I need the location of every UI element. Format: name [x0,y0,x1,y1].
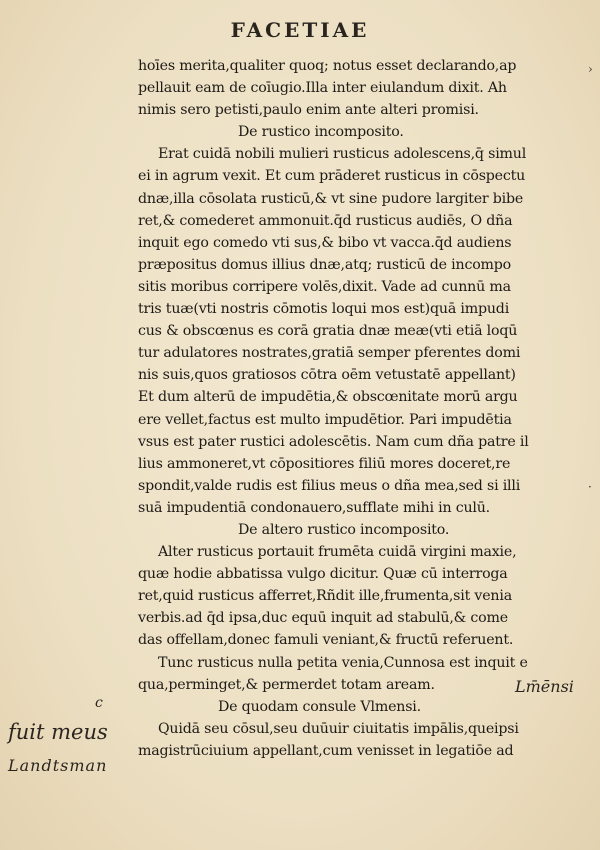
text-line: hoīes merita,qualiter quoq; notus esset declarando,ap [138,58,517,74]
text-line: magistrūciuium appellant,cum venisset in legatiōe ad [138,742,514,759]
margin-note-left-2: Landtsman [8,756,108,775]
margin-note-left-1: fuit meus [8,720,108,744]
text-line: qua,perminget,& permerdet totam aream. [138,676,435,693]
text-line: præpositus domus illius dnæ,atq; rusticū de incompo [138,256,512,273]
text-line: tur adulatores nostrates,gratiā semper pferentes domi [138,345,521,362]
text-line: suā impudentiā condonauero,sufflate mihi in culū. [138,499,490,516]
text-line: pellauit eam de coīugio.Illa inter eiulandum dixit. Ah [138,80,507,97]
text-line: ret,& comederet ammonuit.q̄d rusticus audiēs, O dña [138,212,513,229]
text-line: spondit,valde rudis est filius meus o dña mea,sed si illi [138,477,521,494]
text-line: Quidā seu cōsul,seu duūuir ciuitatis impālis,queipsi [158,720,519,737]
text-line: Tunc rusticus nulla petita venia,Cunnosa est inquit e [158,654,528,671]
text-line: lius ammoneret,vt cōpositiores filiū mores doceret,re [138,455,511,472]
margin-mark: · [588,480,592,494]
text-line: quæ hodie abbatissa vulgo dicitur. Quæ cū interroga [138,566,508,583]
text-line: Erat cuidā nobili mulieri rusticus adolescens,q̄ simul [158,146,527,163]
margin-note-right: Lm̄ēnsi [515,677,574,696]
text-line: verbis.ad q̄d ipsa,duc equū inquit ad stabulū,& come [138,610,508,627]
text-line: das offellam,donec famuli veniant,& fructū referuent. [138,632,514,649]
text-line: tris tuæ(vti nostris cōmotis loqui mos est)quā impudi [138,301,510,318]
text-line: ere vellet,factus est multo impudētior. Pari impudētia [138,411,512,428]
text-line: vsus est pater rustici adolescētis. Nam cum dña patre il [138,433,529,450]
section-heading: De quodam consule Vlmensi. [218,698,421,715]
text-line: nis suis,quos gratiosos cōtra oēm vetustatē appellant) [138,367,516,384]
section-heading: De altero rustico incomposito. [238,521,450,538]
text-line: ei in agrum vexit. Et cum prāderet rusticus in cōspectu [138,168,526,185]
page-header: FACETIAE [230,18,370,42]
text-line: Et dum alterū de impudētia,& obscœnitate morū argu [138,389,518,406]
text-line: Alter rusticus portauit frumēta cuidā virgini maxie, [158,544,517,561]
text-line: cus & obscœnus es corā gratia dnæ meæ(vti etiā loqū [138,323,518,340]
text-line: dnæ,illa cōsolata rusticū,& vt sine pudore largiter bibe [138,190,524,207]
text-line: nimis sero petisti,paulo enim ante alteri promisi. [138,102,479,119]
margin-note-c: c [95,695,103,711]
section-heading: De rustico incomposito. [238,124,404,141]
margin-mark: › [588,62,593,76]
text-block [138,55,578,762]
text-line: ret,quid rusticus afferret,Rñdit ille,frumenta,sit venia [138,588,512,605]
text-line: sitis moribus corripere volēs,dixit. Vade ad cunnū ma [138,278,511,295]
text-line: inquit ego comedo vti sus,& bibo vt vacca.q̄d audiens [138,234,512,251]
